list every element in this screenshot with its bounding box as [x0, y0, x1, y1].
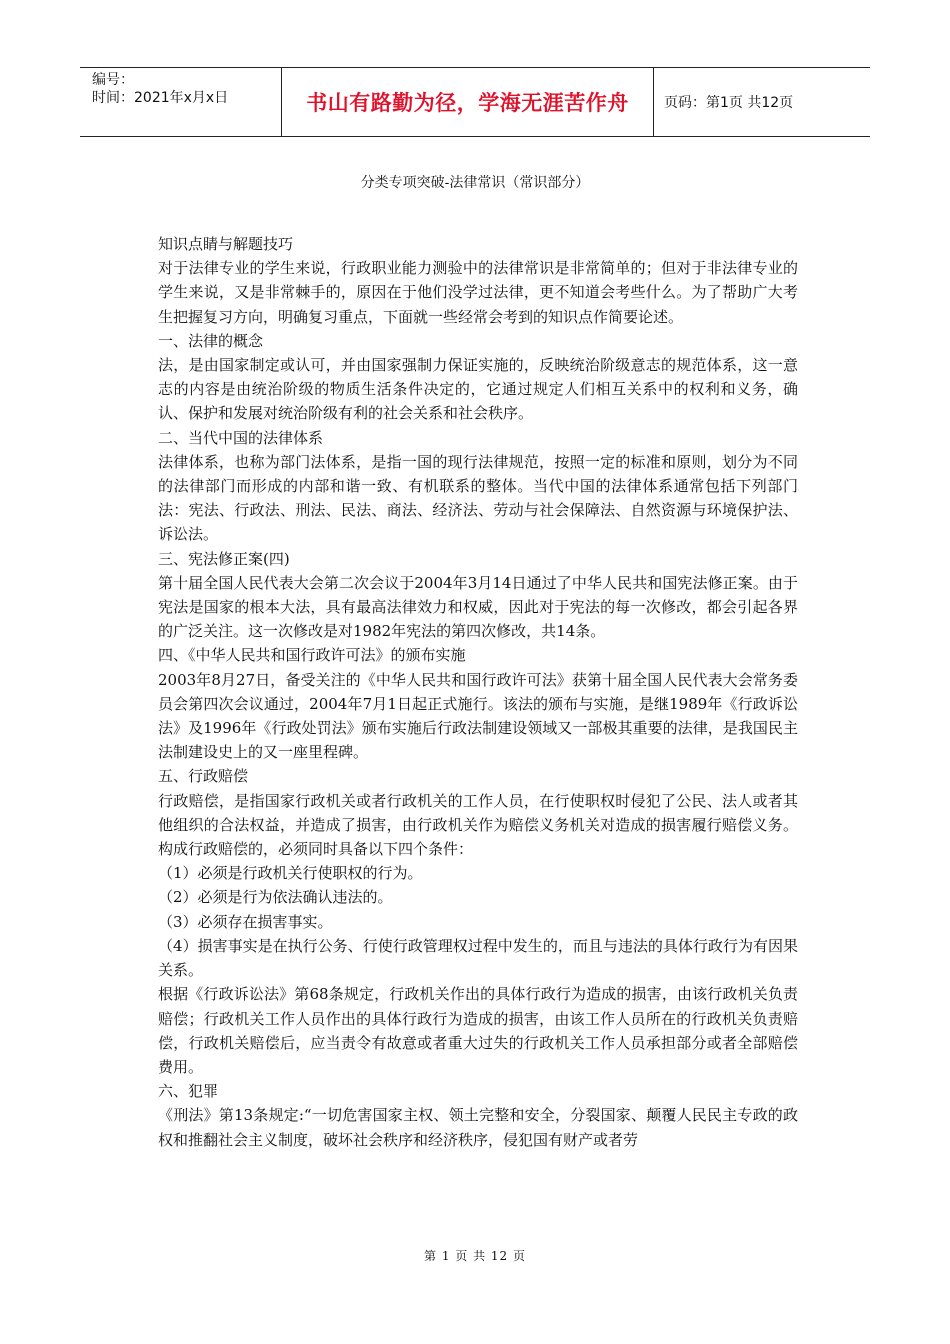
document-title: 分类专项突破-法律常识（常识部分） [360, 175, 590, 191]
paragraph: （3）必须存在损害事实。 [158, 912, 333, 931]
paragraph: 二、当代中国的法律体系 [158, 428, 324, 447]
paragraph: 行政赔偿，是指国家行政机关或者行政机关的工作人员，在行使职权时侵犯了公民、法人或者其他组织的合法权益，并造成了损害，由行政机关作为赔偿义务机关对造成的损害履行赔偿义务。构成行政赔偿的，必须同时具备以下四个条件： [158, 791, 798, 859]
page-footer: 第 1 页 共 12 页 [424, 1249, 526, 1263]
page-info: 页码：第1页 共12页 [664, 95, 794, 111]
motto: 书山有路勤为径，学海无涯苦作舟 [306, 91, 629, 115]
paragraph: 五、行政赔偿 [158, 767, 249, 786]
header-meta [80, 68, 282, 136]
header-motto-cell [282, 68, 654, 136]
paragraph: 对于法律专业的学生来说，行政职业能力测验中的法律常识是非常简单的；但对于非法律专业的学生来说，又是非常棘手的，原因在于他们没学过法律，更不知道会考些什么。为了帮助广大考生把握复习方向，明确复习重点，下面就一些经常会考到的知识点作简要论述。 [158, 259, 798, 326]
paragraph: 法，是由国家制定或认可，并由国家强制力保证实施的，反映统治阶级意志的规范体系，这一意志的内容是由统治阶级的物质生活条件决定的，它通过规定人们相互关系中的权利和义务，确认、保护和发展对统治阶级有利的社会关系和社会秩序。 [158, 356, 798, 423]
page-header [80, 67, 870, 137]
paragraph: 四、《中华人民共和国行政许可法》的颁布实施 [158, 646, 466, 665]
paragraph: 第十届全国人民代表大会第二次会议于2004年3月14日通过了中华人民共和国宪法修正案。由于宪法是国家的根本大法，具有最高法律效力和权威，因此对于宪法的每一次修改，都会引起各界的广泛关注。这一次修改是对1982年宪法的第四次修改，共14条。 [158, 573, 798, 641]
paragraph: （4）损害事实是在执行公务、行使行政管理权过程中发生的，而且与违法的具体行政行为有因果关系。 [158, 936, 798, 980]
paragraph: （2）必须是行为依法确认违法的。 [158, 888, 393, 907]
code-label: 编号： [92, 72, 134, 88]
header-page-info [654, 68, 870, 136]
paragraph: 根据《行政诉讼法》第68条规定，行政机关作出的具体行政行为造成的损害，由该行政机关负责赔偿；行政机关工作人员作出的具体行政行为造成的损害，由该工作人员所在的行政机关负责赔偿，行政机关赔偿后，应当责令有故意或者重大过失的行政机关工作人员承担部分或者全部赔偿费用。 [158, 985, 798, 1076]
paragraph: 六、犯罪 [158, 1082, 219, 1101]
paragraph: 法律体系，也称为部门法体系，是指一国的现行法律规范，按照一定的标准和原则，划分为不同的法律部门而形成的内部和谐一致、有机联系的整体。当代中国的法律体系通常包括下列部门法：宪法、行政法、刑法、民法、商法、经济法、劳动与社会保障法、自然资源与环境保护法、诉讼法。 [158, 452, 798, 544]
paragraph: 一、法律的概念 [158, 331, 264, 350]
paragraph: （1）必须是行政机关行使职权的行为。 [158, 864, 423, 883]
paragraph: 《刑法》第13条规定:“一切危害国家主权、领土完整和安全，分裂国家、颠覆人民民主专政的政权和推翻社会主义制度，破坏社会秩序和经济秩序，侵犯国有财产或者劳 [158, 1106, 798, 1149]
paragraph: 2003年8月27日，备受关注的《中华人民共和国行政许可法》获第十届全国人民代表大会常务委员会第四次会议通过，2004年7月1日起正式施行。该法的颁布与实施，是继1989年《行政诉讼法》及1996年《行政处罚法》颁布实施后行政法制建设领域又一部极其重要的法律，是我国民主法制建设史上的又一座里程碑。 [158, 670, 798, 762]
time-label: 时间：2021年x月x日 [92, 90, 229, 106]
document-body [158, 232, 798, 1152]
paragraph: 知识点睛与解题技巧 [158, 235, 294, 253]
paragraph: 三、宪法修正案(四) [158, 549, 290, 568]
